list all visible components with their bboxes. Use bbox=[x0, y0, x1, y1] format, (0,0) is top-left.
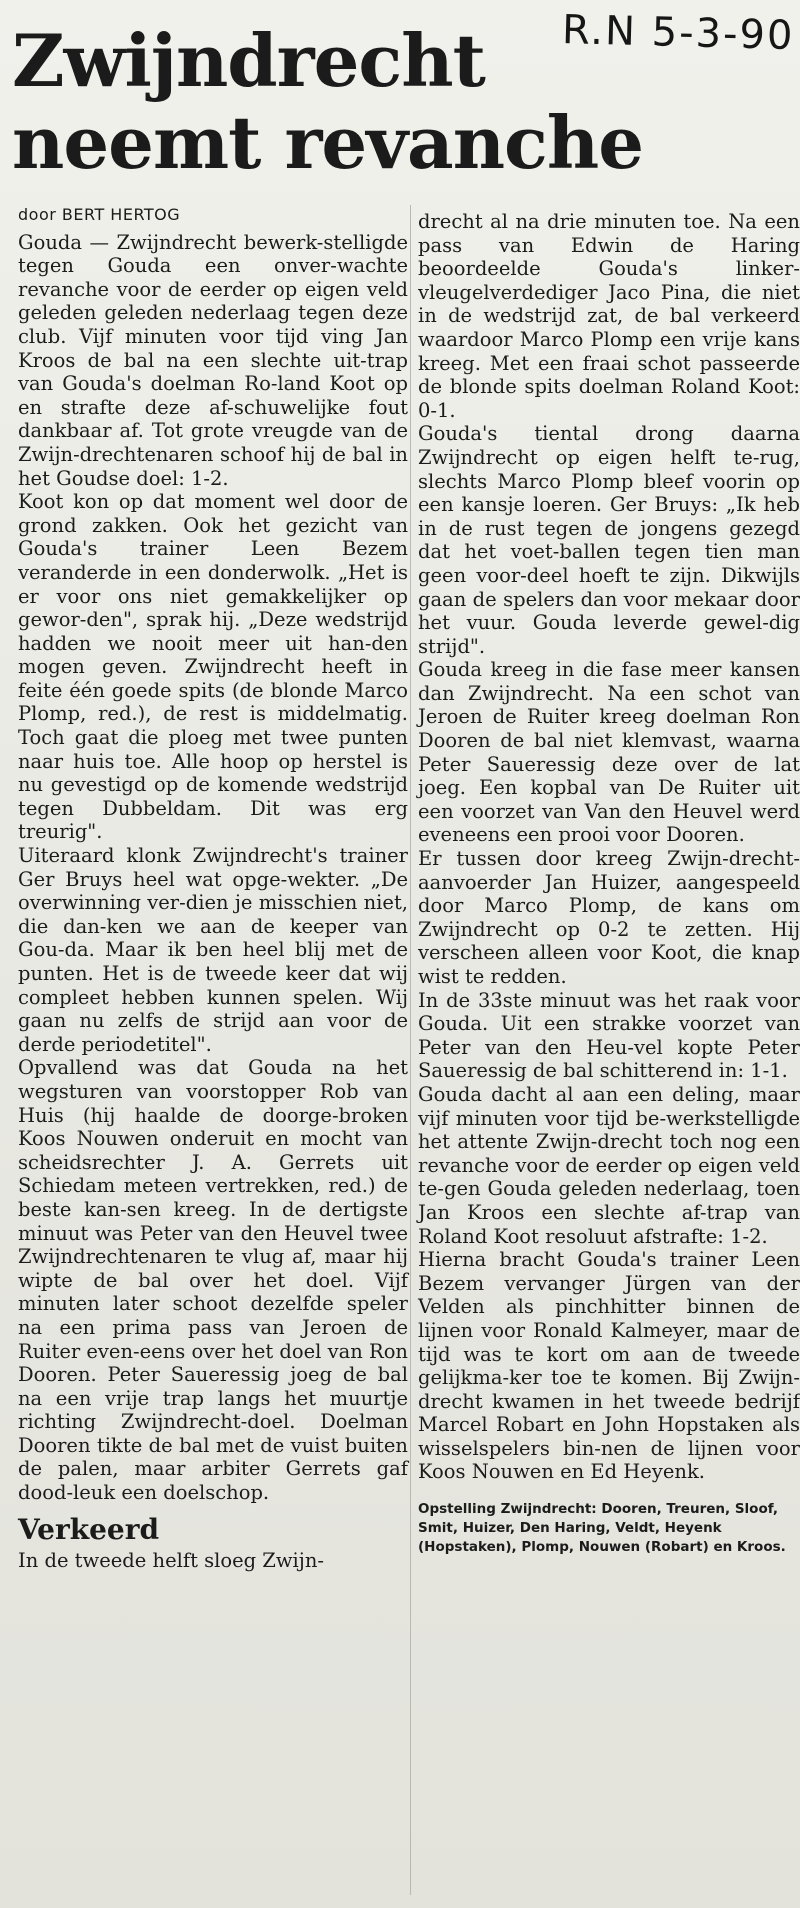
paragraph: Uiteraard klonk Zwijndrecht's trainer Ger Bruys heel wat opge-wekter. „De overwinning ver-dien je misschien niet, die dan-ken we aan de keeper van Gou-da. Maar ik ben heel blij met de punten. Het is de tweede keer dat wij compleet hebben kunnen spelen. Wij gaan nu zelfs de strijd aan voor de derde periodetitel". bbox=[18, 844, 408, 1056]
paragraph: Er tussen door kreeg Zwijn-drecht-aanvoerder Jan Huizer, aangespeeld door Marco Plomp, de kans om Zwijndrecht op 0-2 te zetten. Hij verscheen alleen voor Koot, die knap wist te redden. bbox=[418, 847, 800, 988]
paragraph: In de tweede helft sloeg Zwijn- bbox=[18, 1548, 324, 1572]
article-column-left bbox=[18, 203, 408, 1572]
paragraph: Hierna bracht Gouda's trainer Leen Bezem vervanger Jürgen van der Velden als pinchhitter binnen de lijnen voor Ronald Kalmeyer, maar de tijd was te kort om aan de tweede gelijkma-ker toe te komen. Bij Zwijn-drecht kwamen in het tweede bedrijf Marcel Robart en John Hopstaken als wisselspelers bin-nen de lijnen voor Koos Nouwen en Ed Heyenk. bbox=[418, 1248, 800, 1484]
paragraph: drecht al na drie minuten toe. Na een pass van Edwin de Haring beoordeelde Gouda's linker-vleugelverdediger Jaco Pina, die niet in de wedstrijd zat, de bal verkeerd waardoor Marco Plomp een vrije kans kreeg. Met een fraai schot passeerde de blonde spits doelman Roland Koot: 0-1. bbox=[418, 210, 800, 422]
paragraph: Koot kon op dat moment wel door de grond zakken. Ook het gezicht van Gouda's trainer Leen Bezem veranderde in een donderwolk. „Het is er voor ons niet gemakkelijker op gewor-den", sprak hij. „Deze wedstrijd hadden we nooit meer uit han-den mogen geven. Zwijndrecht heeft in feite één goede spits (de blonde Marco Plomp, red.), de rest is middelmatig. Toch gaat die ploeg met twee punten naar huis toe. Alle hoop op herstel is nu gevestigd op de komende wedstrijd tegen Dubbeldam. Dit was erg treurig". bbox=[18, 490, 408, 844]
column-divider bbox=[410, 205, 411, 1895]
paragraph: Gouda — Zwijndrecht bewerk-stelligde tegen Gouda een onver-wachte revanche voor de eerder op eigen veld geleden geleden nederlaag tegen deze club. Vijf minuten voor tijd ving Jan Kroos de bal na een slechte uit-trap van Gouda's doelman Ro-land Koot op en strafte deze af-schuwelijke fout dankbaar af. Tot grote vreugde van de Zwijn-drechtenaren schoof hij de bal in het Goudse doel: 1-2. bbox=[18, 230, 408, 490]
handwritten-date-note: R.N 5-3-90 bbox=[561, 6, 795, 60]
team-lineup: Opstelling Zwijndrecht: Dooren, Treuren, Sloof, Smit, Huizer, Den Haring, Veldt, Heyenk (Hopstaken), Plomp, Nouwen (Robart) en Kroos. bbox=[418, 1501, 786, 1556]
paragraph: Gouda dacht al aan een deling, maar vijf minuten voor tijd be-werkstelligde het attente Zwijn-drecht toch nog een revanche voor de eerder op eigen veld te-gen Gouda geleden nederlaag, toen Jan Kroos een slechte af-trap van Roland Koot resoluut afstrafte: 1-2. bbox=[418, 1082, 800, 1248]
paragraph: In de 33ste minuut was het raak voor Gouda. Uit een strakke voorzet van Peter van den Heu-vel kopte Peter Saueressig de bal schitterend in: 1-1. bbox=[418, 988, 800, 1083]
article-column-right bbox=[418, 210, 800, 1557]
headline-line-1: Zwijndrecht bbox=[12, 18, 485, 103]
paragraph: Gouda's tiental drong daarna Zwijndrecht op eigen helft te-rug, slechts Marco Plomp bleef voorin op een kansje loeren. Ger Bruys: „Ik heb in de rust tegen de jongens gezegd dat het voet-ballen tegen tien man geen voor-deel hoeft te zijn. Dikwijls gaan de spelers dan voor mekaar door het vuur. Gouda leverde gewel-dig strijd". bbox=[418, 422, 800, 658]
subheading: Verkeerd bbox=[18, 1512, 160, 1546]
paragraph: Gouda kreeg in die fase meer kansen dan Zwijndrecht. Na een schot van Jeroen de Ruiter kreeg doelman Ron Dooren de bal niet klemvast, waarna Peter Saueressig deze over de lat joeg. Een kopbal van De Ruiter uit een voorzet van Van den Heuvel werd eveneens een prooi voor Dooren. bbox=[418, 658, 800, 847]
article-headline bbox=[12, 20, 712, 184]
paragraph: Opvallend was dat Gouda na het wegsturen van voorstopper Rob van Huis (hij haalde de doorge-broken Koos Nouwen onderuit en mocht van scheidsrechter J. A. Gerrets uit Schiedam meteen vertrekken, red.) de beste kan-sen kreeg. In de dertigste minuut was Peter van den Heuvel twee Zwijndrechtenaren te vlug af, maar hij wipte de bal over het doel. Vijf minuten later schoot dezelfde speler na een prima pass van Jeroen de Ruiter even-eens over het doel van Ron Dooren. Peter Saueressig joeg de bal na een vrije trap langs het muurtje richting Zwijndrecht-doel. Doelman Dooren tikte de bal met de vuist buiten de palen, maar arbiter Gerrets gaf dood-leuk een doelschop. bbox=[18, 1056, 408, 1505]
byline: door BERT HERTOG bbox=[18, 205, 181, 224]
headline-line-2: neemt revanche bbox=[12, 100, 644, 185]
